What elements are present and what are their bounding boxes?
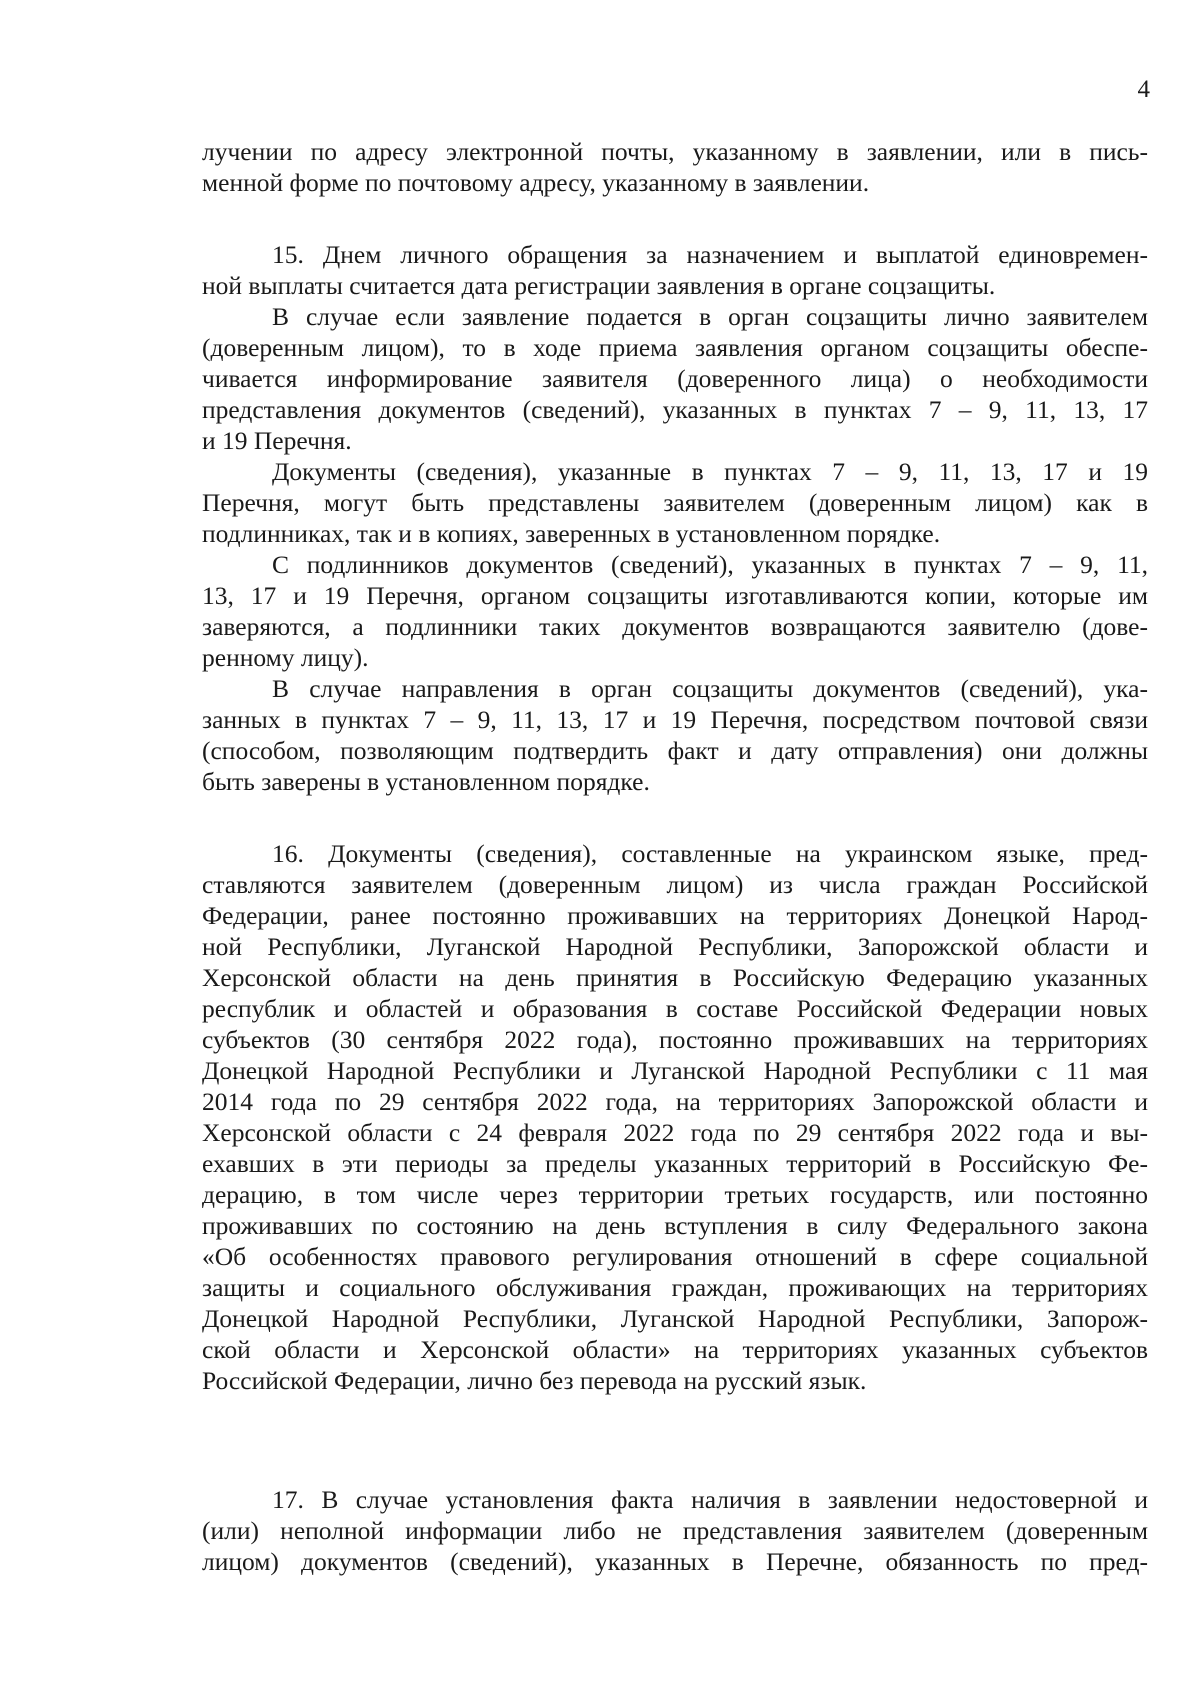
text-line: республик и областей и образования в составе Российской Федерации новых [202,994,1148,1023]
paragraph-continuation [202,136,1148,198]
text-line: ехавших в эти периоды за пределы указанных территорий в Российскую Фе- [202,1149,1148,1178]
text-line: Херсонской области с 24 февраля 2022 года по 29 сентября 2022 года и вы- [202,1118,1148,1147]
text-line: ставляются заявителем (доверенным лицом) из числа граждан Российской [202,870,1148,899]
text-line: Донецкой Народной Республики и Луганской Народной Республики с 11 мая [202,1056,1148,1085]
text-line: Федерации, ранее постоянно проживавших на территориях Донецкой Народ- [202,901,1148,930]
text-line: 13, 17 и 19 Перечня, органом соцзащиты изготавливаются копии, которые им [202,581,1148,610]
paragraph-17 [202,1484,1148,1577]
text-line: «Об особенностях правового регулирования отношений в сфере социальной [202,1242,1148,1271]
paragraph-15-copies-certified [202,549,1148,673]
text-line: Донецкой Народной Республики, Луганской Народной Республики, Запорож- [202,1304,1148,1333]
text-line: С подлинников документов (сведений), указанных в пунктах 7 – 9, 11, [272,550,1148,579]
text-line: 16. Документы (сведения), составленные на украинском языке, пред- [272,839,1148,868]
text-line: ской области и Херсонской области» на территориях указанных субъектов [202,1335,1148,1364]
text-line: 15. Днем личного обращения за назначением и выплатой единовремен- [272,240,1148,269]
paragraph-15-personal-submission [202,301,1148,456]
page-number: 4 [1137,76,1150,103]
text-line: 17. В случае установления факта наличия в заявлении недостоверной и [272,1485,1148,1514]
text-line: представления документов (сведений), указанных в пунктах 7 – 9, 11, 13, 17 [202,395,1148,424]
text-line: ной Республики, Луганской Народной Республики, Запорожской области и [202,932,1148,961]
text-line: В случае направления в орган соцзащиты документов (сведений), ука- [272,674,1148,703]
text-line: лучении по адресу электронной почты, указанному в заявлении, или в пись- [202,137,1148,166]
paragraph-15-originals-copies [202,456,1148,549]
text-line: Российской Федерации, лично без перевода на русский язык. [202,1366,867,1395]
text-line: менной форме по почтовому адресу, указанному в заявлении. [202,168,870,197]
text-line: 2014 года по 29 сентября 2022 года, на территориях Запорожской области и [202,1087,1148,1116]
text-line: Херсонской области на день принятия в Российскую Федерацию указанных [202,963,1148,992]
text-line: Документы (сведения), указанные в пунктах 7 – 9, 11, 13, 17 и 19 [272,457,1148,486]
text-line: В случае если заявление подается в орган соцзащиты лично заявителем [272,302,1148,331]
text-line: защиты и социального обслуживания граждан, проживающих на территориях [202,1273,1148,1302]
paragraph-15-intro [202,239,1148,301]
text-line: быть заверены в установленном порядке. [202,767,650,796]
text-line: субъектов (30 сентября 2022 года), постоянно проживавших на территориях [202,1025,1148,1054]
text-line: занных в пунктах 7 – 9, 11, 13, 17 и 19 Перечня, посредством почтовой связи [202,705,1148,734]
text-line: дерацию, в том числе через территории третьих государств, или постоянно [202,1180,1148,1209]
text-line: и 19 Перечня. [202,426,352,455]
text-line: Перечня, могут быть представлены заявителем (доверенным лицом) как в [202,488,1148,517]
text-line: проживавших по состоянию на день вступления в силу Федерального закона [202,1211,1148,1240]
paragraph-15-postal [202,673,1148,797]
text-line: (доверенным лицом), то в ходе приема заявления органом соцзащиты обеспе- [202,333,1148,362]
text-line: подлинниках, так и в копиях, заверенных в установленном порядке. [202,519,941,548]
text-line: ренному лицу). [202,643,369,672]
text-line: (способом, позволяющим подтвердить факт и дату отправления) они должны [202,736,1148,765]
text-line: лицом) документов (сведений), указанных в Перечне, обязанность по пред- [202,1547,1148,1576]
text-line: ной выплаты считается дата регистрации заявления в органе соцзащиты. [202,271,996,300]
paragraph-16 [202,838,1148,1396]
text-line: (или) неполной информации либо не представления заявителем (доверенным [202,1516,1148,1545]
text-line: заверяются, а подлинники таких документов возвращаются заявителю (дове- [202,612,1148,641]
text-line: чивается информирование заявителя (доверенного лица) о необходимости [202,364,1148,393]
